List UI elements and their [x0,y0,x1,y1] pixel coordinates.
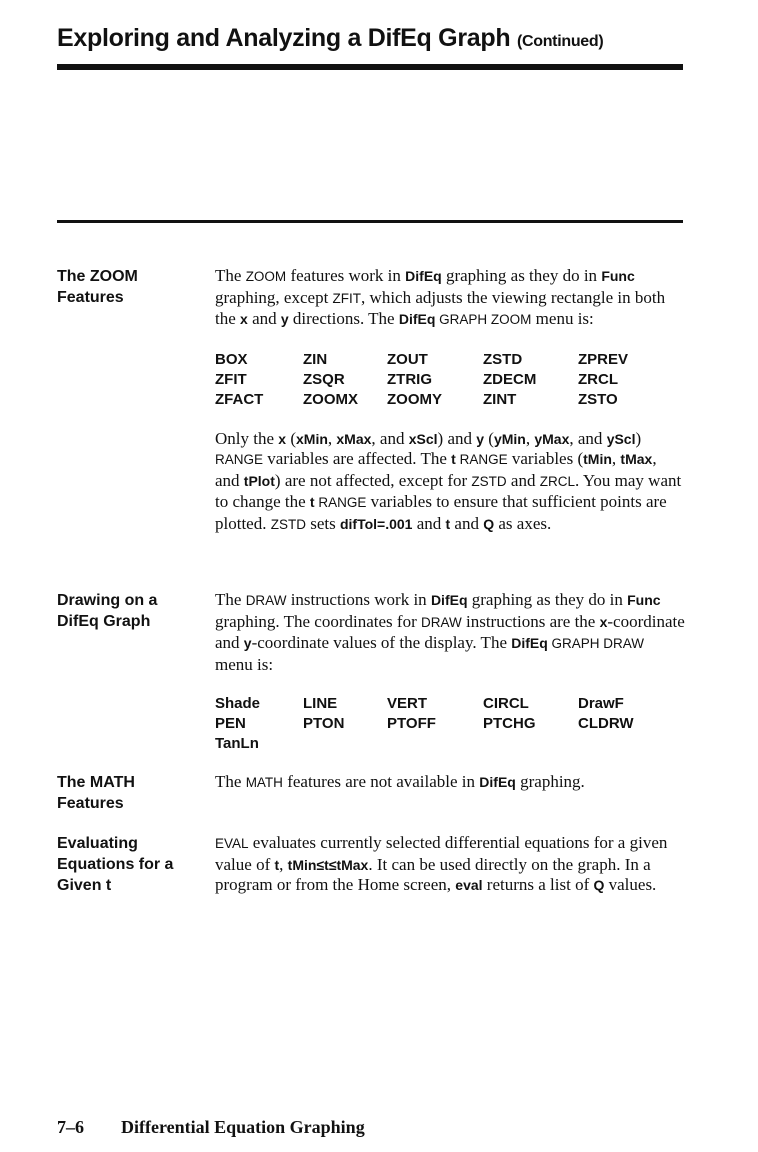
section-label: The ZOOM Features [57,268,138,306]
page-title: Exploring and Analyzing a DifEq Graph (Continued) [57,24,604,52]
menu-item: PTON [303,715,345,732]
section-label: Drawing on a DifEq Graph [57,592,158,630]
menu-item: TanLn [215,735,259,752]
menu-item: ZTRIG [387,370,432,388]
menu-item: ZSQR [303,370,345,388]
menu-item: ZDECM [483,370,537,388]
menu-item: ZPREV [578,350,629,368]
section-body [215,833,685,896]
menu-item: CLDRW [578,715,634,732]
menu-item: VERT [387,695,428,712]
eval-paragraph-1: EVAL evaluates currently selected differential equations for a given value of t, tMin≤t≤tMax. It can be used directly on the graph. In a program or from the Home screen, eval returns a list of Q values. [215,833,668,894]
menu-item: PTOFF [387,715,436,732]
menu-item: ZSTD [483,350,523,368]
menu-item: ZINT [483,390,517,408]
section-body [215,266,685,535]
section-divider [57,220,683,223]
menu-item: ZOOMY [387,390,442,408]
section-label: The MATH Features [57,774,135,812]
menu-item: Shade [215,695,261,712]
menu-item: ZIN [303,350,328,368]
menu-item: CIRCL [483,695,529,712]
draw-paragraph-1: The DRAW instructions work in DifEq graphing as they do in Func graphing. The coordinates for DRAW instructions are the x-coordinate and y-coordinate values of the display. The DifEq GRAPH DRAW menu is: [215,590,685,674]
zoom-paragraph-2: Only the x (xMin, xMax, and xScl) and y (yMin, yMax, and yScl) RANGE variables are affected. The t RANGE variables (tMin, tMax, and tPlot) are not affected, except for ZSTD and ZRCL. You may want to change the t RANGE variables to ensure that sufficient points are plotted. ZSTD sets difTol=.001 and t and Q as axes. [215,428,682,533]
chapter-title: Differential Equation Graphing [121,1117,365,1137]
menu-item: ZFACT [215,390,264,408]
menu-item: ZOOMX [303,390,358,408]
draw-menu [215,694,685,754]
page-footer [57,1117,365,1138]
zoom-menu [215,350,685,410]
menu-item: LINE [303,695,338,712]
menu-item: ZRCL [578,370,618,388]
menu-item: ZOUT [387,350,428,368]
zoom-paragraph-1: The ZOOM features work in DifEq graphing as they do in Func graphing, except ZFIT, which adjusts the viewing rectangle in both the x and y directions. The DifEq GRAPH ZOOM menu is: [215,266,666,328]
menu-item: ZSTO [578,390,618,408]
menu-item: BOX [215,350,248,368]
section-body [215,772,685,794]
menu-item: PTCHG [483,715,536,732]
header-rule [57,64,683,70]
section-label: Evaluating Equations for a Given t [57,835,174,894]
section-body [215,590,685,754]
menu-item: PEN [215,715,246,732]
menu-item: ZFIT [215,370,247,388]
math-paragraph-1: The MATH features are not available in DifEq graphing. [215,772,585,791]
menu-item: DrawF [578,695,624,712]
page-number: 7–6 [57,1117,84,1137]
continued-label: (Continued) [516,33,604,50]
